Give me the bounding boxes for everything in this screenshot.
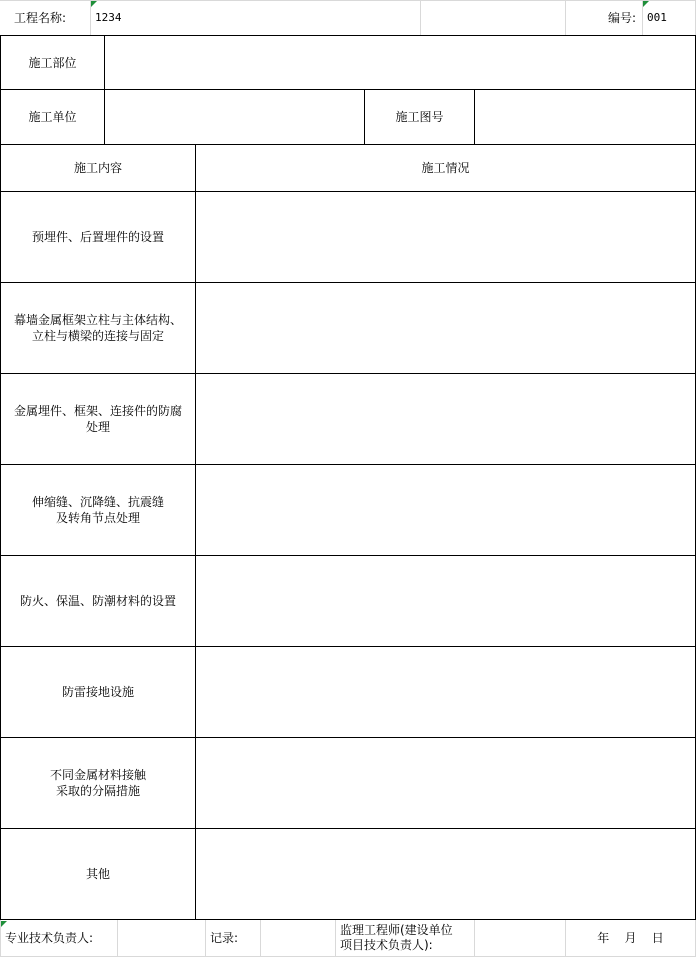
item-status-field[interactable] bbox=[196, 556, 695, 646]
supervisor-label: 监理工程师(建设单位 项目技术负责人): bbox=[340, 923, 453, 952]
tech-lead-signature-field[interactable] bbox=[118, 920, 205, 956]
item-status-field[interactable] bbox=[196, 738, 695, 828]
item-status-field[interactable] bbox=[196, 465, 695, 555]
item-status-field[interactable] bbox=[196, 647, 695, 737]
item-status-field[interactable] bbox=[196, 829, 695, 919]
item-content: 伸缩缝、沉降缝、抗震缝 及转角节点处理 bbox=[31, 495, 164, 525]
item-status-field[interactable] bbox=[196, 192, 695, 282]
project-name-value[interactable]: 1234 bbox=[95, 11, 122, 24]
item-content: 金属埋件、框架、连接件的防腐 处理 bbox=[13, 404, 182, 434]
status-header: 施工情况 bbox=[421, 161, 470, 175]
item-content: 防火、保温、防潮材料的设置 bbox=[19, 594, 176, 608]
unit-label: 施工单位 bbox=[28, 110, 77, 124]
recorder-label: 记录: bbox=[210, 931, 239, 945]
content-header: 施工内容 bbox=[73, 161, 122, 175]
item-content: 预埋件、后置埋件的设置 bbox=[31, 230, 164, 244]
supervisor-signature-field[interactable] bbox=[475, 920, 565, 956]
item-content: 其他 bbox=[85, 867, 110, 881]
location-label: 施工部位 bbox=[28, 55, 77, 70]
item-content: 不同金属材料接触 采取的分隔措施 bbox=[49, 768, 146, 798]
location-field[interactable] bbox=[105, 36, 695, 89]
item-status-field[interactable] bbox=[196, 374, 695, 464]
date-label: 年 月 日 bbox=[597, 931, 664, 945]
drawing-no-label: 施工图号 bbox=[395, 110, 444, 124]
project-name-label: 工程名称: bbox=[14, 11, 67, 25]
recorder-signature-field[interactable] bbox=[261, 920, 335, 956]
number-value[interactable]: 001 bbox=[647, 11, 667, 24]
item-content: 防雷接地设施 bbox=[61, 685, 134, 699]
item-content: 幕墙金属框架立柱与主体结构、 立柱与横梁的连接与固定 bbox=[13, 313, 182, 343]
drawing-no-field[interactable] bbox=[475, 90, 695, 144]
number-label: 编号: bbox=[607, 11, 636, 25]
tech-lead-label: 专业技术负责人: bbox=[5, 931, 94, 945]
item-status-field[interactable] bbox=[196, 283, 695, 373]
unit-field[interactable] bbox=[105, 90, 364, 144]
